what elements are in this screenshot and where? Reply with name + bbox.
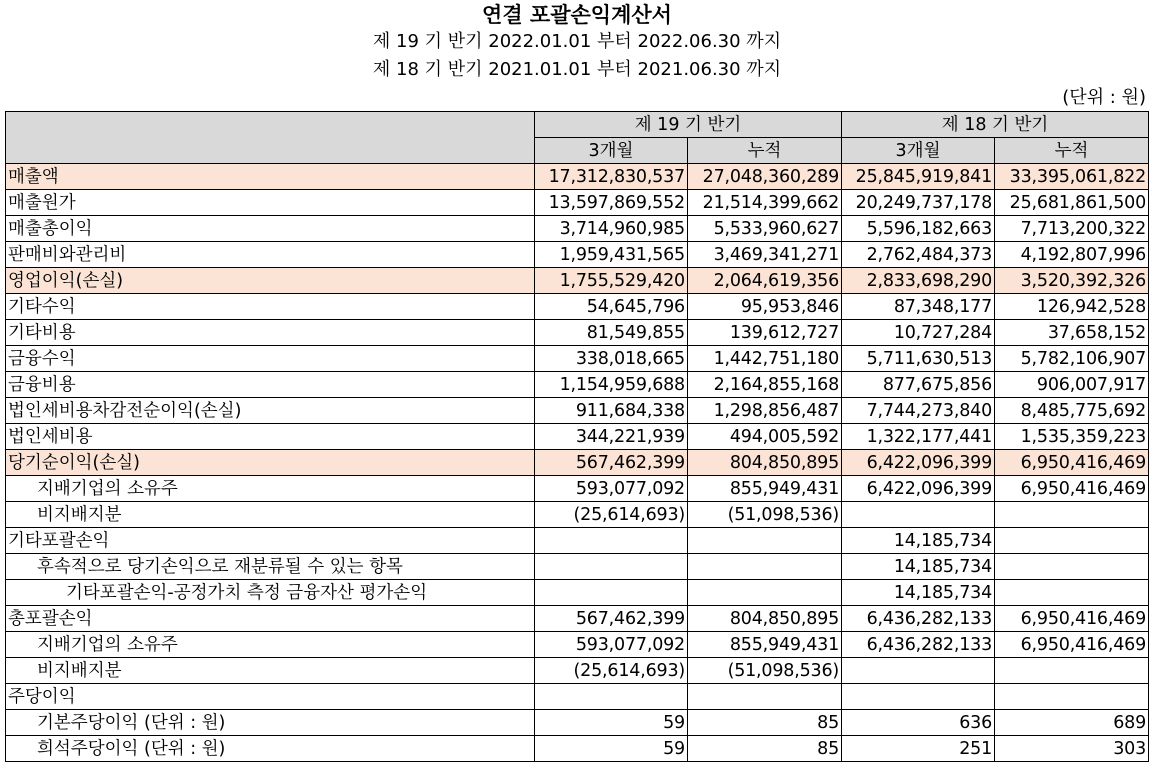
current-cumulative-value: [688, 554, 842, 580]
table-row: [6, 190, 1149, 216]
header-prior-3month: 3개월: [842, 138, 995, 164]
prior-cumulative-value: 1,535,359,223: [995, 424, 1149, 450]
current-3month-value: 1,755,529,420: [535, 268, 688, 294]
prior-cumulative-value: [995, 502, 1149, 528]
current-cumulative-value: (51,098,536): [688, 658, 842, 684]
current-3month-value: [535, 580, 688, 606]
current-3month-value: 17,312,830,537: [535, 164, 688, 190]
period-prior: 제 18 기 반기 2021.01.01 부터 2021.06.30 까지: [372, 59, 782, 80]
prior-3month-value: 14,185,734: [842, 580, 995, 606]
prior-3month-value: 6,422,096,399: [842, 450, 995, 476]
header-current-cumulative: 누적: [688, 138, 842, 164]
row-label: 기타비용: [6, 320, 535, 346]
row-label: 기본주당이익 (단위 : 원): [6, 710, 535, 736]
row-label: 비지배지분: [6, 658, 535, 684]
header-current-3month: 3개월: [535, 138, 688, 164]
current-3month-value: 59: [535, 710, 688, 736]
period-current: 제 19 기 반기 2022.01.01 부터 2022.06.30 까지: [372, 31, 782, 52]
prior-cumulative-value: 25,681,861,500: [995, 190, 1149, 216]
current-cumulative-value: 2,064,619,356: [688, 268, 842, 294]
current-cumulative-value: 804,850,895: [688, 606, 842, 632]
table-row: [6, 658, 1149, 684]
current-3month-value: 593,077,092: [535, 476, 688, 502]
prior-3month-value: 6,436,282,133: [842, 606, 995, 632]
header-row-groups: [6, 112, 1149, 138]
current-3month-value: [535, 684, 688, 710]
prior-cumulative-value: 126,942,528: [995, 294, 1149, 320]
row-label: 지배기업의 소유주: [6, 632, 535, 658]
table-row: [6, 580, 1149, 606]
current-cumulative-value: 21,514,399,662: [688, 190, 842, 216]
current-3month-value: [535, 528, 688, 554]
table-row: [6, 554, 1149, 580]
prior-cumulative-value: 7,713,200,322: [995, 216, 1149, 242]
table-row: [6, 346, 1149, 372]
current-3month-value: 54,645,796: [535, 294, 688, 320]
header-group-prior: 제 18 기 반기: [842, 112, 1149, 138]
table-row: [6, 372, 1149, 398]
prior-cumulative-value: 6,950,416,469: [995, 606, 1149, 632]
prior-3month-value: 6,436,282,133: [842, 632, 995, 658]
prior-3month-value: 14,185,734: [842, 528, 995, 554]
current-cumulative-value: 1,442,751,180: [688, 346, 842, 372]
prior-cumulative-value: 33,395,061,822: [995, 164, 1149, 190]
row-label: 판매비와관리비: [6, 242, 535, 268]
current-3month-value: 338,018,665: [535, 346, 688, 372]
current-3month-value: (25,614,693): [535, 502, 688, 528]
prior-3month-value: [842, 502, 995, 528]
prior-3month-value: 877,675,856: [842, 372, 995, 398]
prior-cumulative-value: 3,520,392,326: [995, 268, 1149, 294]
current-cumulative-value: [688, 684, 842, 710]
prior-cumulative-value: 303: [995, 736, 1149, 762]
header-group-current: 제 19 기 반기: [535, 112, 842, 138]
prior-cumulative-value: 5,782,106,907: [995, 346, 1149, 372]
prior-3month-value: [842, 658, 995, 684]
table-row: [6, 710, 1149, 736]
prior-cumulative-value: [995, 528, 1149, 554]
prior-cumulative-value: 6,950,416,469: [995, 476, 1149, 502]
table-row: [6, 164, 1149, 190]
current-3month-value: 3,714,960,985: [535, 216, 688, 242]
table-row: [6, 736, 1149, 762]
prior-3month-value: 1,322,177,441: [842, 424, 995, 450]
row-label: 영업이익(손실): [6, 268, 535, 294]
table-row: [6, 450, 1149, 476]
prior-cumulative-value: 4,192,807,996: [995, 242, 1149, 268]
current-cumulative-value: 855,949,431: [688, 476, 842, 502]
row-label: 매출총이익: [6, 216, 535, 242]
prior-3month-value: 6,422,096,399: [842, 476, 995, 502]
prior-cumulative-value: 689: [995, 710, 1149, 736]
prior-3month-value: 14,185,734: [842, 554, 995, 580]
current-3month-value: 13,597,869,552: [535, 190, 688, 216]
header-blank-cell: [6, 112, 535, 164]
table-row: [6, 632, 1149, 658]
prior-cumulative-value: 37,658,152: [995, 320, 1149, 346]
current-3month-value: 344,221,939: [535, 424, 688, 450]
prior-3month-value: 2,833,698,290: [842, 268, 995, 294]
current-cumulative-value: 27,048,360,289: [688, 164, 842, 190]
current-3month-value: 593,077,092: [535, 632, 688, 658]
row-label: 당기순이익(손실): [6, 450, 535, 476]
table-row: [6, 268, 1149, 294]
table-row: [6, 242, 1149, 268]
prior-3month-value: 7,744,273,840: [842, 398, 995, 424]
prior-cumulative-value: [995, 580, 1149, 606]
current-3month-value: 59: [535, 736, 688, 762]
prior-3month-value: 25,845,919,841: [842, 164, 995, 190]
prior-cumulative-value: 6,950,416,469: [995, 632, 1149, 658]
row-label: 희석주당이익 (단위 : 원): [6, 736, 535, 762]
prior-3month-value: [842, 684, 995, 710]
current-cumulative-value: (51,098,536): [688, 502, 842, 528]
current-cumulative-value: 3,469,341,271: [688, 242, 842, 268]
table-row: [6, 294, 1149, 320]
row-label: 금융비용: [6, 372, 535, 398]
row-label: 주당이익: [6, 684, 535, 710]
table-row: [6, 528, 1149, 554]
income-statement-table: [5, 111, 1149, 762]
unit-label: (단위 : 원): [1062, 87, 1146, 108]
prior-cumulative-value: [995, 554, 1149, 580]
current-cumulative-value: 5,533,960,627: [688, 216, 842, 242]
prior-3month-value: 2,762,484,373: [842, 242, 995, 268]
row-label: 법인세비용: [6, 424, 535, 450]
table-row: [6, 502, 1149, 528]
current-3month-value: 1,154,959,688: [535, 372, 688, 398]
prior-cumulative-value: 8,485,775,692: [995, 398, 1149, 424]
prior-3month-value: 5,711,630,513: [842, 346, 995, 372]
current-cumulative-value: 855,949,431: [688, 632, 842, 658]
table-row: [6, 398, 1149, 424]
current-3month-value: [535, 554, 688, 580]
row-label: 후속적으로 당기손익으로 재분류될 수 있는 항목: [6, 554, 535, 580]
prior-3month-value: 87,348,177: [842, 294, 995, 320]
current-3month-value: 81,549,855: [535, 320, 688, 346]
current-cumulative-value: 95,953,846: [688, 294, 842, 320]
prior-3month-value: 10,727,284: [842, 320, 995, 346]
current-cumulative-value: 494,005,592: [688, 424, 842, 450]
row-label: 기타포괄손익: [6, 528, 535, 554]
current-3month-value: (25,614,693): [535, 658, 688, 684]
table-row: [6, 424, 1149, 450]
prior-3month-value: 5,596,182,663: [842, 216, 995, 242]
header-prior-cumulative: 누적: [995, 138, 1149, 164]
statement-title: 연결 포괄손익계산서: [482, 3, 672, 27]
current-cumulative-value: 85: [688, 736, 842, 762]
prior-cumulative-value: [995, 684, 1149, 710]
current-cumulative-value: 139,612,727: [688, 320, 842, 346]
table-row: [6, 216, 1149, 242]
table-row: [6, 684, 1149, 710]
table-row: [6, 476, 1149, 502]
current-3month-value: 911,684,338: [535, 398, 688, 424]
current-3month-value: 567,462,399: [535, 606, 688, 632]
table-row: [6, 320, 1149, 346]
row-label: 지배기업의 소유주: [6, 476, 535, 502]
current-cumulative-value: 804,850,895: [688, 450, 842, 476]
row-label: 비지배지분: [6, 502, 535, 528]
prior-3month-value: 636: [842, 710, 995, 736]
prior-cumulative-value: 6,950,416,469: [995, 450, 1149, 476]
row-label: 기타수익: [6, 294, 535, 320]
row-label: 매출액: [6, 164, 535, 190]
prior-3month-value: 251: [842, 736, 995, 762]
row-label: 금융수익: [6, 346, 535, 372]
row-label: 총포괄손익: [6, 606, 535, 632]
statement-body: [6, 164, 1149, 762]
table-row: [6, 606, 1149, 632]
row-label: 매출원가: [6, 190, 535, 216]
row-label: 법인세비용차감전순이익(손실): [6, 398, 535, 424]
current-cumulative-value: [688, 580, 842, 606]
current-3month-value: 567,462,399: [535, 450, 688, 476]
prior-3month-value: 20,249,737,178: [842, 190, 995, 216]
current-cumulative-value: [688, 528, 842, 554]
current-3month-value: 1,959,431,565: [535, 242, 688, 268]
current-cumulative-value: 1,298,856,487: [688, 398, 842, 424]
current-cumulative-value: 2,164,855,168: [688, 372, 842, 398]
row-label: 기타포괄손익-공정가치 측정 금융자산 평가손익: [6, 580, 535, 606]
prior-cumulative-value: [995, 658, 1149, 684]
prior-cumulative-value: 906,007,917: [995, 372, 1149, 398]
current-cumulative-value: 85: [688, 710, 842, 736]
